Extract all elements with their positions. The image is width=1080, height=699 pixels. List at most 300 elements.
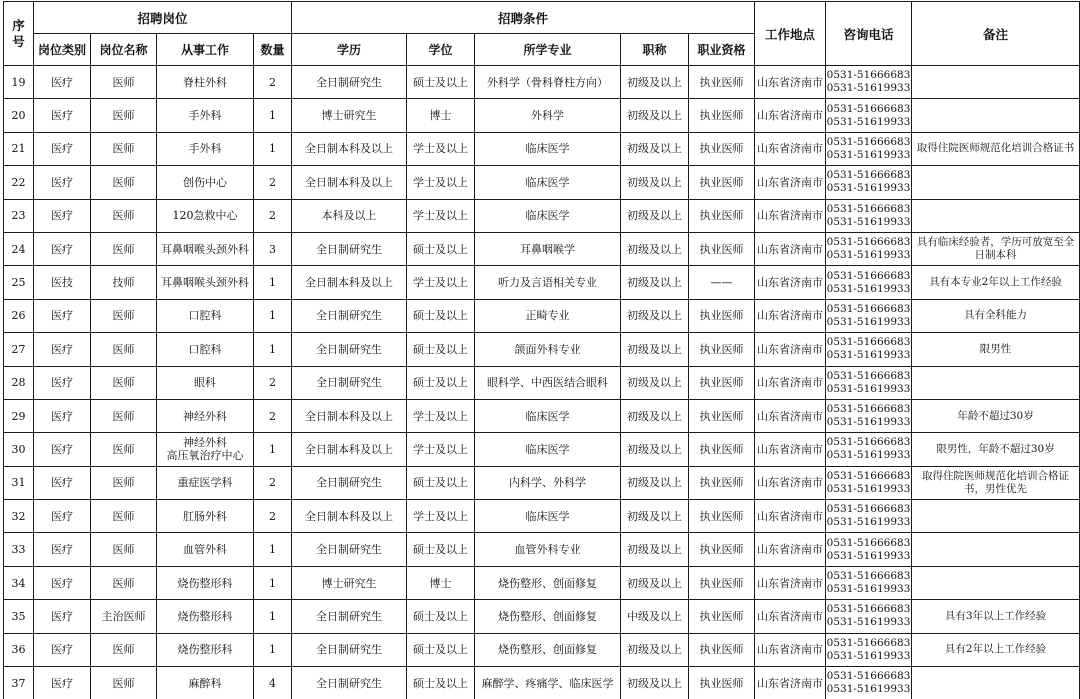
- major-cell: 听力及言语相关专业: [475, 266, 621, 299]
- phone-cell: [826, 466, 912, 499]
- category-cell: 医疗: [34, 333, 91, 366]
- phone-line-2: 0531-51619933: [826, 115, 911, 128]
- seq-cell: 21: [4, 132, 34, 165]
- phone-line-1: 0531-51666683: [826, 536, 911, 549]
- position-cell: 医师: [91, 132, 157, 165]
- major-cell: 临床医学: [475, 399, 621, 432]
- count-cell: 2: [254, 166, 292, 199]
- education-cell: 全日制本科及以上: [292, 266, 407, 299]
- major-cell: 血管外科专业: [475, 533, 621, 566]
- table-row: [4, 533, 1080, 566]
- phone-cell: [826, 667, 912, 699]
- phone-cell: [826, 500, 912, 533]
- qualification-cell: 执业医师: [689, 299, 755, 332]
- phone-cell: [826, 299, 912, 332]
- degree-cell: 硕士及以上: [407, 333, 475, 366]
- position-cell: 医师: [91, 399, 157, 432]
- seq-cell: 34: [4, 566, 34, 599]
- phone-line-2: 0531-51619933: [826, 583, 911, 596]
- category-cell: 医疗: [34, 466, 91, 499]
- table-row: [4, 600, 1080, 633]
- phone-line-2: 0531-51619933: [826, 449, 911, 462]
- phone-line-1: 0531-51666683: [826, 369, 911, 382]
- category-cell: 医疗: [34, 667, 91, 699]
- phone-line-1: 0531-51666683: [826, 102, 911, 115]
- count-cell: 1: [254, 566, 292, 599]
- seq-cell: 32: [4, 500, 34, 533]
- count-cell: 3: [254, 232, 292, 265]
- category-cell: 医疗: [34, 366, 91, 399]
- header-note: 备注: [912, 2, 1080, 66]
- phone-line-2: 0531-51619933: [826, 416, 911, 429]
- qualification-cell: 执业医师: [689, 366, 755, 399]
- category-cell: 医疗: [34, 299, 91, 332]
- note-cell: [912, 66, 1080, 99]
- table-row: [4, 333, 1080, 366]
- degree-cell: 硕士及以上: [407, 366, 475, 399]
- location-cell: 山东省济南市: [755, 667, 826, 699]
- header-group-position: 招聘岗位: [34, 2, 292, 34]
- title-cell: 初级及以上: [621, 132, 689, 165]
- qualification-cell: 执业医师: [689, 132, 755, 165]
- table-row: [4, 66, 1080, 99]
- location-cell: 山东省济南市: [755, 399, 826, 432]
- phone-cell: [826, 199, 912, 232]
- count-cell: 1: [254, 266, 292, 299]
- table-row: [4, 299, 1080, 332]
- table-row: [4, 99, 1080, 132]
- category-cell: 医疗: [34, 633, 91, 666]
- qualification-cell: 执业医师: [689, 633, 755, 666]
- phone-line-1: 0531-51666683: [826, 336, 911, 349]
- phone-line-2: 0531-51619933: [826, 249, 911, 262]
- count-cell: 1: [254, 600, 292, 633]
- count-cell: 2: [254, 366, 292, 399]
- phone-line-1: 0531-51666683: [826, 436, 911, 449]
- position-cell: 医师: [91, 433, 157, 466]
- work-cell: 脊柱外科: [157, 66, 254, 99]
- phone-line-2: 0531-51619933: [826, 148, 911, 161]
- title-cell: 初级及以上: [621, 266, 689, 299]
- major-cell: 临床医学: [475, 132, 621, 165]
- table-row: [4, 433, 1080, 466]
- phone-line-2: 0531-51619933: [826, 315, 911, 328]
- header-title: 职称: [621, 34, 689, 66]
- education-cell: 全日制研究生: [292, 66, 407, 99]
- qualification-cell: 执业医师: [689, 166, 755, 199]
- count-cell: 1: [254, 132, 292, 165]
- degree-cell: 学士及以上: [407, 132, 475, 165]
- work-cell: 手外科: [157, 132, 254, 165]
- phone-line-2: 0531-51619933: [826, 616, 911, 629]
- major-cell: 内科学、外科学: [475, 466, 621, 499]
- category-cell: 医疗: [34, 399, 91, 432]
- phone-cell: [826, 232, 912, 265]
- count-cell: 2: [254, 66, 292, 99]
- category-cell: 医疗: [34, 99, 91, 132]
- major-cell: 临床医学: [475, 166, 621, 199]
- qualification-cell: 执业医师: [689, 333, 755, 366]
- category-cell: 医疗: [34, 500, 91, 533]
- education-cell: 全日制研究生: [292, 299, 407, 332]
- seq-cell: 35: [4, 600, 34, 633]
- title-cell: 初级及以上: [621, 533, 689, 566]
- major-cell: 外科学（骨科脊柱方向）: [475, 66, 621, 99]
- degree-cell: 学士及以上: [407, 166, 475, 199]
- work-cell: 烧伤整形科: [157, 600, 254, 633]
- degree-cell: 硕士及以上: [407, 533, 475, 566]
- location-cell: 山东省济南市: [755, 99, 826, 132]
- header-group-conditions: 招聘条件: [292, 2, 755, 34]
- phone-line-1: 0531-51666683: [826, 269, 911, 282]
- note-cell: 具有本专业2年以上工作经验: [912, 266, 1080, 299]
- header-count: 数量: [254, 34, 292, 66]
- note-cell: 取得住院医师规范化培训合格证书，男性优先: [912, 466, 1080, 499]
- work-cell: 血管外科: [157, 533, 254, 566]
- phone-line-1: 0531-51666683: [826, 469, 911, 482]
- title-cell: 初级及以上: [621, 399, 689, 432]
- category-cell: 医疗: [34, 566, 91, 599]
- seq-cell: 29: [4, 399, 34, 432]
- phone-line-1: 0531-51666683: [826, 603, 911, 616]
- seq-cell: 22: [4, 166, 34, 199]
- phone-cell: [826, 66, 912, 99]
- note-cell: 年龄不超过30岁: [912, 399, 1080, 432]
- location-cell: 山东省济南市: [755, 533, 826, 566]
- position-cell: 医师: [91, 633, 157, 666]
- major-cell: 颌面外科专业: [475, 333, 621, 366]
- table-row: [4, 633, 1080, 666]
- header-category: 岗位类别: [34, 34, 91, 66]
- education-cell: 全日制研究生: [292, 232, 407, 265]
- note-cell: 取得住院医师规范化培训合格证书: [912, 132, 1080, 165]
- phone-line-1: 0531-51666683: [826, 135, 911, 148]
- work-cell: 手外科: [157, 99, 254, 132]
- location-cell: 山东省济南市: [755, 199, 826, 232]
- position-cell: 医师: [91, 566, 157, 599]
- location-cell: 山东省济南市: [755, 600, 826, 633]
- qualification-cell: 执业医师: [689, 199, 755, 232]
- table-row: [4, 266, 1080, 299]
- degree-cell: 硕士及以上: [407, 232, 475, 265]
- degree-cell: 硕士及以上: [407, 667, 475, 699]
- position-cell: 医师: [91, 667, 157, 699]
- education-cell: 全日制本科及以上: [292, 132, 407, 165]
- note-cell: [912, 500, 1080, 533]
- location-cell: 山东省济南市: [755, 166, 826, 199]
- category-cell: 医技: [34, 266, 91, 299]
- degree-cell: 硕士及以上: [407, 600, 475, 633]
- location-cell: 山东省济南市: [755, 266, 826, 299]
- recruitment-table: [3, 1, 1080, 699]
- table-row: [4, 500, 1080, 533]
- table-row: [4, 366, 1080, 399]
- phone-cell: [826, 533, 912, 566]
- location-cell: 山东省济南市: [755, 333, 826, 366]
- note-cell: [912, 667, 1080, 699]
- title-cell: 初级及以上: [621, 299, 689, 332]
- header-position-name: 岗位名称: [91, 34, 157, 66]
- major-cell: 临床医学: [475, 500, 621, 533]
- note-cell: [912, 533, 1080, 566]
- title-cell: 初级及以上: [621, 433, 689, 466]
- location-cell: 山东省济南市: [755, 366, 826, 399]
- phone-cell: [826, 166, 912, 199]
- education-cell: 全日制研究生: [292, 366, 407, 399]
- education-cell: 全日制研究生: [292, 333, 407, 366]
- seq-cell: 26: [4, 299, 34, 332]
- header-phone: 咨询电话: [826, 2, 912, 66]
- major-cell: 正畸专业: [475, 299, 621, 332]
- education-cell: 全日制本科及以上: [292, 166, 407, 199]
- phone-line-1: 0531-51666683: [826, 169, 911, 182]
- table-row: [4, 232, 1080, 265]
- position-cell: 医师: [91, 366, 157, 399]
- position-cell: 医师: [91, 533, 157, 566]
- note-cell: 限男性，年龄不超过30岁: [912, 433, 1080, 466]
- major-cell: 烧伤整形、创面修复: [475, 600, 621, 633]
- qualification-cell: 执业医师: [689, 66, 755, 99]
- location-cell: 山东省济南市: [755, 633, 826, 666]
- phone-line-1: 0531-51666683: [826, 202, 911, 215]
- work-cell: 神经外科 高压氧治疗中心: [157, 433, 254, 466]
- education-cell: 全日制本科及以上: [292, 500, 407, 533]
- count-cell: 4: [254, 667, 292, 699]
- category-cell: 医疗: [34, 232, 91, 265]
- count-cell: 2: [254, 466, 292, 499]
- phone-line-2: 0531-51619933: [826, 382, 911, 395]
- qualification-cell: 执业医师: [689, 533, 755, 566]
- position-cell: 主治医师: [91, 600, 157, 633]
- phone-line-2: 0531-51619933: [826, 349, 911, 362]
- degree-cell: 硕士及以上: [407, 299, 475, 332]
- degree-cell: 学士及以上: [407, 199, 475, 232]
- degree-cell: 博士: [407, 566, 475, 599]
- note-cell: [912, 166, 1080, 199]
- category-cell: 医疗: [34, 166, 91, 199]
- qualification-cell: 执业医师: [689, 466, 755, 499]
- work-cell: 烧伤整形科: [157, 566, 254, 599]
- phone-line-1: 0531-51666683: [826, 636, 911, 649]
- position-cell: 医师: [91, 199, 157, 232]
- phone-cell: [826, 399, 912, 432]
- major-cell: 烧伤整形、创面修复: [475, 566, 621, 599]
- phone-cell: [826, 433, 912, 466]
- phone-cell: [826, 366, 912, 399]
- category-cell: 医疗: [34, 433, 91, 466]
- major-cell: 耳鼻咽喉学: [475, 232, 621, 265]
- count-cell: 1: [254, 433, 292, 466]
- count-cell: 2: [254, 399, 292, 432]
- note-cell: 具有3年以上工作经验: [912, 600, 1080, 633]
- count-cell: 2: [254, 500, 292, 533]
- title-cell: 初级及以上: [621, 566, 689, 599]
- work-cell: 口腔科: [157, 333, 254, 366]
- qualification-cell: 执业医师: [689, 667, 755, 699]
- major-cell: 临床医学: [475, 199, 621, 232]
- phone-line-1: 0531-51666683: [826, 503, 911, 516]
- phone-line-2: 0531-51619933: [826, 649, 911, 662]
- category-cell: 医疗: [34, 66, 91, 99]
- major-cell: 烧伤整形、创面修复: [475, 633, 621, 666]
- phone-cell: [826, 132, 912, 165]
- seq-cell: 33: [4, 533, 34, 566]
- qualification-cell: 执业医师: [689, 99, 755, 132]
- table-row: [4, 199, 1080, 232]
- education-cell: 博士研究生: [292, 566, 407, 599]
- note-cell: [912, 566, 1080, 599]
- phone-line-1: 0531-51666683: [826, 236, 911, 249]
- category-cell: 医疗: [34, 533, 91, 566]
- table-body: [4, 66, 1080, 699]
- phone-line-1: 0531-51666683: [826, 670, 911, 683]
- education-cell: 全日制本科及以上: [292, 399, 407, 432]
- position-cell: 医师: [91, 99, 157, 132]
- seq-cell: 25: [4, 266, 34, 299]
- table-row: [4, 566, 1080, 599]
- title-cell: 初级及以上: [621, 232, 689, 265]
- degree-cell: 硕士及以上: [407, 66, 475, 99]
- major-cell: 麻醉学、疼痛学、临床医学: [475, 667, 621, 699]
- location-cell: 山东省济南市: [755, 433, 826, 466]
- work-cell: 重症医学科: [157, 466, 254, 499]
- count-cell: 1: [254, 299, 292, 332]
- seq-cell: 28: [4, 366, 34, 399]
- qualification-cell: 执业医师: [689, 433, 755, 466]
- header-qualification: 职业资格: [689, 34, 755, 66]
- position-cell: 医师: [91, 66, 157, 99]
- phone-cell: [826, 600, 912, 633]
- work-cell: 烧伤整形科: [157, 633, 254, 666]
- location-cell: 山东省济南市: [755, 566, 826, 599]
- phone-line-2: 0531-51619933: [826, 516, 911, 529]
- seq-cell: 20: [4, 99, 34, 132]
- seq-cell: 37: [4, 667, 34, 699]
- note-cell: 具有临床经验者，学历可放宽至全日制本科: [912, 232, 1080, 265]
- position-cell: 医师: [91, 299, 157, 332]
- title-cell: 初级及以上: [621, 466, 689, 499]
- table-row: [4, 667, 1080, 699]
- degree-cell: 硕士及以上: [407, 633, 475, 666]
- degree-cell: 学士及以上: [407, 266, 475, 299]
- qualification-cell: 执业医师: [689, 566, 755, 599]
- phone-cell: [826, 566, 912, 599]
- header-seq: [4, 2, 34, 66]
- category-cell: 医疗: [34, 199, 91, 232]
- position-cell: 医师: [91, 333, 157, 366]
- title-cell: 初级及以上: [621, 99, 689, 132]
- phone-line-2: 0531-51619933: [826, 549, 911, 562]
- education-cell: 全日制研究生: [292, 466, 407, 499]
- location-cell: 山东省济南市: [755, 299, 826, 332]
- count-cell: 1: [254, 99, 292, 132]
- phone-line-1: 0531-51666683: [826, 403, 911, 416]
- note-cell: [912, 199, 1080, 232]
- phone-cell: [826, 266, 912, 299]
- position-cell: 技师: [91, 266, 157, 299]
- table-row: [4, 399, 1080, 432]
- position-cell: 医师: [91, 466, 157, 499]
- work-cell: 耳鼻咽喉头颈外科: [157, 232, 254, 265]
- title-cell: 初级及以上: [621, 500, 689, 533]
- work-cell: 耳鼻咽喉头颈外科: [157, 266, 254, 299]
- degree-cell: 学士及以上: [407, 433, 475, 466]
- degree-cell: 硕士及以上: [407, 466, 475, 499]
- category-cell: 医疗: [34, 600, 91, 633]
- count-cell: 1: [254, 633, 292, 666]
- position-cell: 医师: [91, 232, 157, 265]
- education-cell: 全日制研究生: [292, 633, 407, 666]
- phone-line-2: 0531-51619933: [826, 215, 911, 228]
- phone-cell: [826, 633, 912, 666]
- degree-cell: 学士及以上: [407, 500, 475, 533]
- seq-cell: 31: [4, 466, 34, 499]
- title-cell: 初级及以上: [621, 366, 689, 399]
- table-row: [4, 166, 1080, 199]
- note-cell: [912, 99, 1080, 132]
- title-cell: 初级及以上: [621, 633, 689, 666]
- work-cell: 眼科: [157, 366, 254, 399]
- major-cell: 眼科学、中西医结合眼科: [475, 366, 621, 399]
- qualification-cell: ——: [689, 266, 755, 299]
- header-major: 所学专业: [475, 34, 621, 66]
- title-cell: 中级及以上: [621, 600, 689, 633]
- title-cell: 初级及以上: [621, 166, 689, 199]
- qualification-cell: 执业医师: [689, 232, 755, 265]
- degree-cell: 博士: [407, 99, 475, 132]
- seq-cell: 27: [4, 333, 34, 366]
- table-row: [4, 466, 1080, 499]
- seq-cell: 24: [4, 232, 34, 265]
- work-cell: 120急救中心: [157, 199, 254, 232]
- location-cell: 山东省济南市: [755, 232, 826, 265]
- title-cell: 初级及以上: [621, 667, 689, 699]
- seq-cell: 36: [4, 633, 34, 666]
- seq-cell: 30: [4, 433, 34, 466]
- major-cell: 临床医学: [475, 433, 621, 466]
- qualification-cell: 执业医师: [689, 500, 755, 533]
- phone-line-2: 0531-51619933: [826, 282, 911, 295]
- location-cell: 山东省济南市: [755, 500, 826, 533]
- education-cell: 本科及以上: [292, 199, 407, 232]
- work-cell: 口腔科: [157, 299, 254, 332]
- count-cell: 2: [254, 199, 292, 232]
- title-cell: 初级及以上: [621, 199, 689, 232]
- position-cell: 医师: [91, 500, 157, 533]
- header-location: 工作地点: [755, 2, 826, 66]
- education-cell: 全日制研究生: [292, 533, 407, 566]
- position-cell: 医师: [91, 166, 157, 199]
- seq-cell: 23: [4, 199, 34, 232]
- phone-line-1: 0531-51666683: [826, 570, 911, 583]
- phone-line-2: 0531-51619933: [826, 182, 911, 195]
- location-cell: 山东省济南市: [755, 66, 826, 99]
- phone-line-2: 0531-51619933: [826, 482, 911, 495]
- education-cell: 全日制本科及以上: [292, 433, 407, 466]
- note-cell: 具有全科能力: [912, 299, 1080, 332]
- degree-cell: 学士及以上: [407, 399, 475, 432]
- header-education: 学历: [292, 34, 407, 66]
- location-cell: 山东省济南市: [755, 466, 826, 499]
- phone-line-2: 0531-51619933: [826, 683, 911, 696]
- education-cell: 博士研究生: [292, 99, 407, 132]
- count-cell: 1: [254, 333, 292, 366]
- title-cell: 初级及以上: [621, 66, 689, 99]
- major-cell: 外科学: [475, 99, 621, 132]
- header-work: 从事工作: [157, 34, 254, 66]
- note-cell: 限男性: [912, 333, 1080, 366]
- location-cell: 山东省济南市: [755, 132, 826, 165]
